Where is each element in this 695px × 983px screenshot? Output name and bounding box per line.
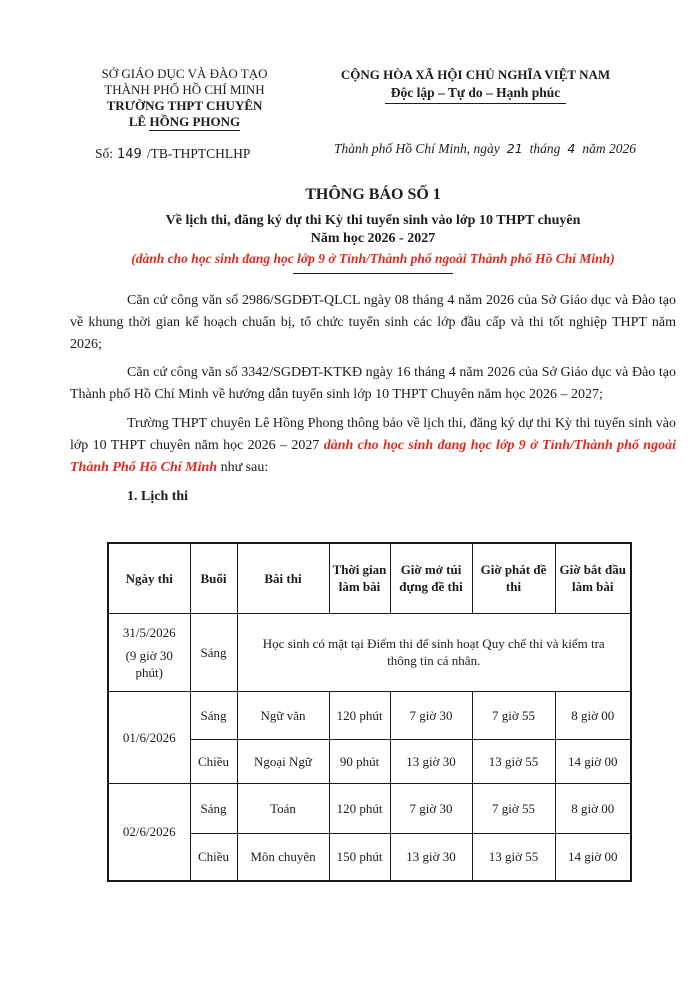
cell-start-time: 14 giờ 00 [555, 739, 631, 783]
cell-subject: Ngoại Ngữ [237, 739, 329, 783]
school-name-underlined: HỒNG PHONG [149, 114, 241, 129]
paragraph-announcement [70, 413, 676, 478]
national-motto: Độc lập – Tự do – Hạnh phúc [385, 83, 567, 104]
cell-start-time: 8 giờ 00 [555, 691, 631, 739]
header-cell-exam-date: Ngày thi [108, 543, 190, 613]
cell-distribute-time: 13 giờ 55 [472, 739, 555, 783]
document-scope-note: (dành cho học sinh đang học lớp 9 ở Tỉnh/Thành phố ngoài Thành phố Hồ Chí Minh) [131, 251, 615, 266]
document-number [95, 146, 250, 162]
header-cell-distribute-time: Giờ phát đề thi [472, 543, 555, 613]
cell-subject: Môn chuyên [237, 833, 329, 881]
announcement-scope-red: dành cho học sinh đang học lớp 9 ở Tỉnh/Thành phố ngoài Thành Phố Hồ Chí Minh [70, 437, 676, 475]
org-school-line: TRƯỜNG THPT CHUYÊN [106, 98, 263, 113]
announcement-text-end: như sau: [217, 459, 269, 475]
cell-session: Sáng [190, 613, 237, 691]
date-year: năm 2026 [582, 141, 636, 156]
doc-number-suffix: /TB-THPTCHLHP [146, 146, 251, 161]
cell-orientation-note: Học sinh có mặt tại Điểm thi để sinh hoạt Quy chế thi và kiểm tra thông tin cá nhân. [237, 613, 631, 691]
paragraph-legal-basis-1: Căn cứ công văn số 2986/SGDĐT-QLCL ngày 08 tháng 4 năm 2026 của Sở Giáo dục và Đào tạo về khung thời gian kế hoạch chuẩn bị, tổ chức tuyển sinh các lớp đầu cấp và thi tốt nghiệp THPT năm 2026; [70, 293, 676, 352]
cell-duration: 150 phút [329, 833, 390, 881]
cell-session: Sáng [190, 783, 237, 833]
cell-open-envelope-time: 7 giờ 30 [390, 691, 472, 739]
national-motto-block [318, 66, 633, 104]
body-text [70, 290, 676, 505]
header-cell-start-time: Giờ bắt đầu làm bài [555, 543, 631, 613]
org-department-line: SỞ GIÁO DỤC VÀ ĐÀO TẠO [101, 66, 268, 81]
document-school-year: Năm học 2026 - 2027 [310, 231, 436, 246]
table-row-exam [108, 691, 631, 739]
document-title: THÔNG BÁO SỐ 1 [305, 186, 441, 203]
cell-session: Chiều [190, 833, 237, 881]
cell-exam-date: 02/6/2026 [108, 783, 190, 881]
cell-session: Chiều [190, 739, 237, 783]
cell-start-time: 14 giờ 00 [555, 833, 631, 881]
exam-date-value: 31/5/2026 [122, 624, 176, 640]
doc-number-label: Số: [95, 146, 114, 161]
org-city-line: THÀNH PHỐ HỒ CHÍ MINH [104, 82, 265, 97]
cell-distribute-time: 7 giờ 55 [472, 691, 555, 739]
table-header-row [108, 543, 631, 613]
announcement-text-start: Trường THPT chuyên Lê Hồng Phong thông báo về lịch thi, đăng ký dự thi Kỳ thi tuyển sinh vào lớp 10 THPT chuyên năm học 2026 – 2027 [70, 415, 676, 453]
date-prefix: Thành phố Hồ Chí Minh, ngày [333, 141, 500, 156]
section-heading-exam-schedule: 1. Lịch thi [127, 489, 189, 505]
date-month-label: tháng [529, 141, 561, 156]
school-name-prefix: LÊ [128, 114, 147, 129]
cell-duration: 120 phút [329, 691, 390, 739]
cell-session: Sáng [190, 691, 237, 739]
header-cell-subject: Bài thi [237, 543, 329, 613]
cell-open-envelope-time: 7 giờ 30 [390, 783, 472, 833]
date-month-value: 4 [567, 141, 576, 156]
cell-duration: 90 phút [329, 739, 390, 783]
cell-distribute-time: 13 giờ 55 [472, 833, 555, 881]
header-cell-session: Buổi [190, 543, 237, 613]
cell-distribute-time: 7 giờ 55 [472, 783, 555, 833]
cell-exam-date [108, 613, 190, 691]
title-block [70, 186, 676, 274]
doc-number-value: 149 [117, 147, 142, 162]
national-title: CỘNG HÒA XÃ HỘI CHỦ NGHĨA VIỆT NAM [340, 67, 611, 82]
table-row-exam [108, 783, 631, 833]
cell-duration: 120 phút [329, 783, 390, 833]
cell-open-envelope-time: 13 giờ 30 [390, 833, 472, 881]
paragraph-legal-basis-2: Căn cứ công văn số 3342/SGDĐT-KTKĐ ngày 16 tháng 4 năm 2026 của Sở Giáo dục và Đào tạo Thành phố Hồ Chí Minh về hướng dẫn tuyển sinh lớp 10 THPT Chuyên năm học 2026 – 2027; [70, 365, 676, 403]
title-divider [293, 273, 453, 274]
cell-open-envelope-time: 13 giờ 30 [390, 739, 472, 783]
cell-subject: Ngữ văn [237, 691, 329, 739]
org-school-name-line [62, 114, 307, 130]
issuing-org-block [62, 66, 307, 130]
table-row-orientation [108, 613, 631, 691]
header-cell-duration: Thời gian làm bài [329, 543, 390, 613]
cell-start-time: 8 giờ 00 [555, 783, 631, 833]
exam-schedule-table [107, 542, 632, 882]
document-subtitle: Về lịch thi, đăng ký dự thi Kỳ thi tuyển sinh vào lớp 10 THPT chuyên [165, 213, 581, 228]
date-line [315, 141, 655, 157]
exam-date-note: (9 giờ 30 phút) [125, 647, 173, 680]
cell-subject: Toán [237, 783, 329, 833]
cell-exam-date: 01/6/2026 [108, 691, 190, 783]
date-day-value: 21 [506, 141, 523, 156]
header-cell-open-envelope-time: Giờ mở túi đựng đề thi [390, 543, 472, 613]
